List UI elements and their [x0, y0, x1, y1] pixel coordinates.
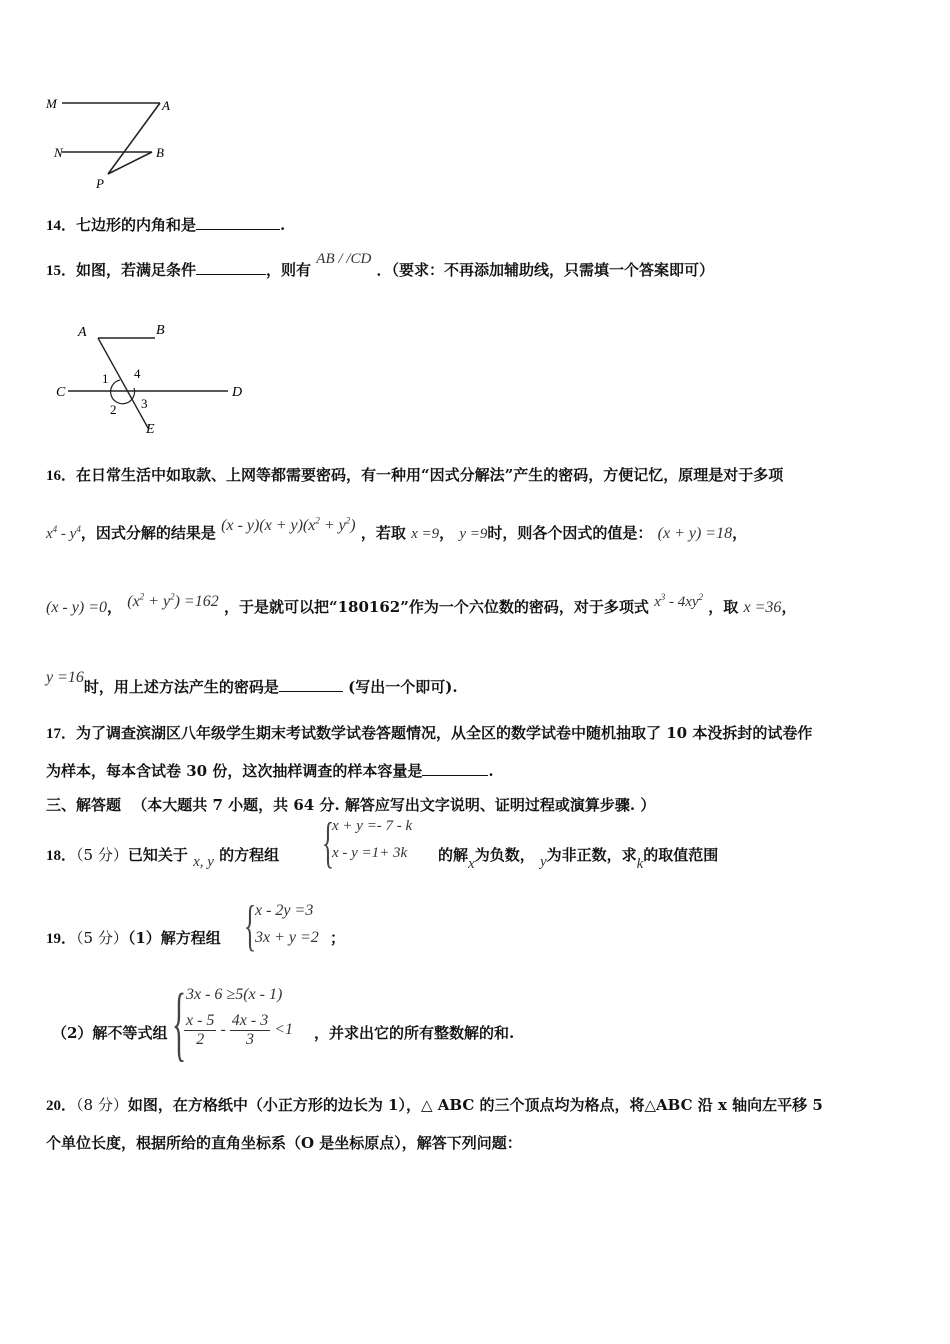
question-17-line1: 17．为了调查滨湖区八年级学生期末考试数学试卷答题情况，从全区的数学试卷中随机抽取了 10 本没拆封的试卷作 — [46, 724, 813, 742]
angle-1: 1 — [102, 371, 109, 386]
section-3-header: 三、解答题 （本大题共 7 小题，共 64 分. 解答应写出文字说明、证明过程或演算步骤. ） — [46, 796, 656, 814]
question-20-line1: 20．（8 分）如图，在方格纸中（小正方形的边长为 1），△ ABC 的三个顶点均为格点，将△ABC 沿 x 轴向左平移 5 — [46, 1096, 823, 1114]
q19-ineq1: 3x - 6 ≥5(x - 1) — [186, 986, 283, 1003]
angle-2: 2 — [110, 402, 117, 417]
question-15: 15．如图，若满足条件 ，则有 AB / /CD ．（要求：不再添加辅助线，只需填一个答案即可） — [46, 251, 715, 279]
question-16-line4: y =16时，用上述方法产生的密码是 (写出一个即可). — [46, 669, 458, 696]
angle-4: 4 — [134, 366, 141, 381]
question-14: 14．七边形的内角和是 . — [46, 216, 286, 234]
label-d: D — [232, 385, 243, 400]
q18-eq2: x - y =1+ 3k — [332, 845, 408, 861]
question-16-line3: (x - y) =0， $(x^2 + y^2) =162$ ，于是就可以把“180162”作为一个六位数的密码，对于多项式 $x^3 - 4xy^2$ ，取 x =36， — [46, 591, 797, 616]
q19-ineq-brace: { — [172, 977, 187, 1070]
q18-brace: { — [322, 812, 335, 874]
q19-eq1: x - 2y =3 — [255, 902, 314, 919]
label-b: B — [156, 323, 165, 338]
question-16-line1: 16．在日常生活中如取款、上网等都需要密码，有一种用“因式分解法”产生的密码，方便记忆，原理是对于多项 — [46, 466, 784, 484]
question-18: 18．（5 分）已知关于 x, y 的方程组 — [46, 846, 280, 870]
label-p: P — [96, 176, 104, 190]
label-m: M — [46, 96, 57, 111]
label-b: B — [156, 145, 164, 160]
question-16-line2: $x^4 - y^4$，因式分解的结果是 $(x - y)(x + y)(x^2 + y^2)$ ，若取 x =9， y =9时，则各个因式的值是： (x + y) =18， — [46, 515, 748, 542]
figure-ab-cd — [50, 318, 260, 438]
q19-ineq2: $\frac{x - 5}{2}$ - $\frac{4x - 3}{3}$ <1 — [186, 1012, 293, 1048]
question-18-tail: 的解x为负数， y为非正数，求k的取值范围 — [438, 846, 719, 872]
question-19-part2-tail: ，并求出它的所有整数解的和. — [314, 1024, 515, 1042]
label-c: C — [56, 385, 66, 400]
label-n: N — [54, 145, 63, 160]
question-20-line2: 个单位长度，根据所给的直角坐标系（O 是坐标原点），解答下列问题： — [46, 1134, 522, 1152]
q19-eq2: 3x + y =2 — [255, 929, 319, 946]
question-17-line2: 为样本，每本含试卷 30 份，这次抽样调查的样本容量是 . — [46, 762, 494, 780]
label-a: A — [78, 325, 87, 340]
q18-eq1: x + y =- 7 - k — [332, 818, 413, 834]
figure-mn-parallel — [40, 90, 190, 190]
q19-semicolon: ； — [330, 929, 346, 947]
angle-3: 3 — [141, 396, 148, 411]
label-a: A — [162, 98, 170, 113]
question-19-part2: （2）解不等式组 — [52, 1024, 168, 1042]
label-e: E — [146, 422, 155, 437]
question-19: 19．（5 分）（1）解方程组 — [46, 929, 221, 947]
q19-brace: { — [244, 895, 257, 957]
